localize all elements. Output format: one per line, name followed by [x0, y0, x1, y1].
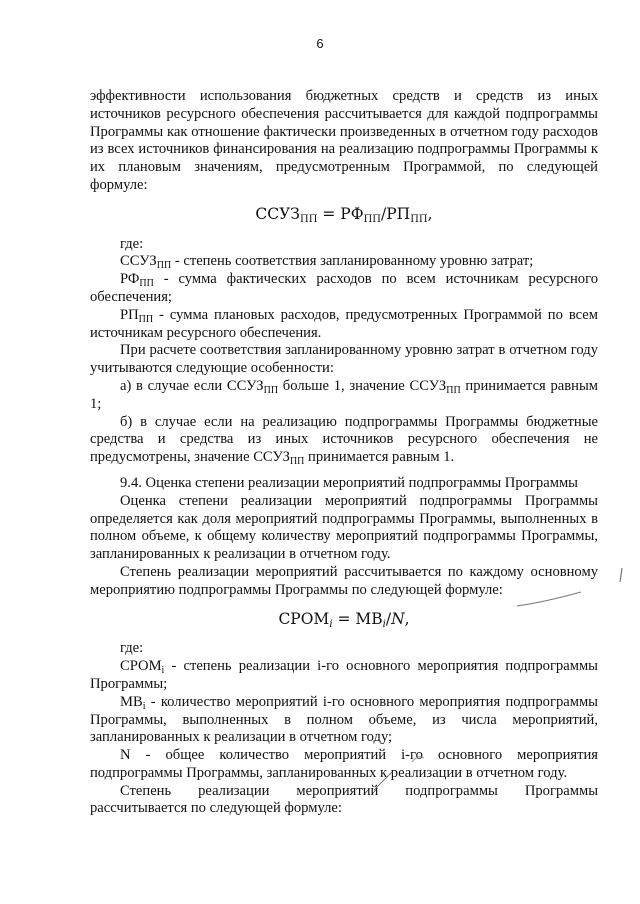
- assessment-paragraph: Оценка степени реализации мероприятий подпрограммы Программы определяется как доля мероприятий подпрограммы Программы, выполненных в полном объеме, к общему количеству мероприятий подпрограммы Программы, запланированных к реализации в отчетном году.: [90, 492, 598, 563]
- features-intro: При расчете соответствия запланированному уровню затрат в отчетном году учитываются следующие особенности:: [90, 342, 598, 377]
- definition-rp: $РП_{ПП}$ - сумма плановых расходов, предусмотренных Программой по всем источникам ресурсного обеспечения.: [90, 306, 598, 341]
- degree-paragraph: Степень реализации мероприятий рассчитывается по каждому основному мероприятию подпрограммы Программы по следующей формуле:: [90, 563, 598, 598]
- definition-rf: $РФ_{ПП}$ - сумма фактических расходов по всем источникам ресурсного обеспечения;: [90, 271, 598, 305]
- formula-srom: $СРОМ_i = МВ_i/N$,: [278, 609, 410, 630]
- document-body: [90, 88, 598, 818]
- page-number: 6: [316, 36, 324, 51]
- definition-srom: $СРОМ_i$ - степень реализации i-го основного мероприятия подпрограммы Программы;: [90, 658, 598, 692]
- definition-n: N - общее количество мероприятий i-го основного мероприятия подпрограммы Программы, запланированных к реализации в отчетном году.: [90, 747, 598, 781]
- definition-ssuz: $ССУЗ_{ПП}$ - степень соответствия запланированному уровню затрат;: [120, 253, 534, 272]
- formula-ssuz: $ССУЗ_{ПП} = РФ_{ПП}/РП_{ПП}$,: [255, 204, 433, 225]
- feature-b: б) в случае если на реализацию подпрограммы Программы бюджетные средства и средства из иных источников ресурсного обеспечения не предусмотрены, значение $ССУЗ_{ПП}$ принимается равным 1.: [90, 413, 598, 468]
- definition-mv: $МВ_i$ - количество мероприятий i-го основного мероприятия подпрограммы Программы, выполненных в полном объеме, из числа мероприятий, запланированных к реализации в отчетном году;: [90, 693, 598, 746]
- pen-mark-2: [617, 566, 627, 586]
- feature-a: а) в случае если $ССУЗ_{ПП}$ больше 1, значение $ССУЗ_{ПП}$ принимается равным 1;: [90, 377, 599, 412]
- where-label: где:: [120, 235, 144, 252]
- where-label-2: где:: [120, 640, 144, 657]
- intro-paragraph: эффективности использования бюджетных средств и средств из иных источников ресурсного обеспечения рассчитывается для каждой подпрограммы Программы как отношение фактически произведенных в отчетном году расходов из всех источников финансирования на реализацию подпрограммы Программы к их плановым значениям, предусмотренным Программой, по следующей формуле:: [90, 88, 598, 193]
- final-paragraph: Степень реализации мероприятий подпрограммы Программы рассчитывается по следующей формуле:: [90, 782, 598, 817]
- section-heading: 9.4. Оценка степени реализации мероприятий подпрограммы Программы: [120, 474, 578, 491]
